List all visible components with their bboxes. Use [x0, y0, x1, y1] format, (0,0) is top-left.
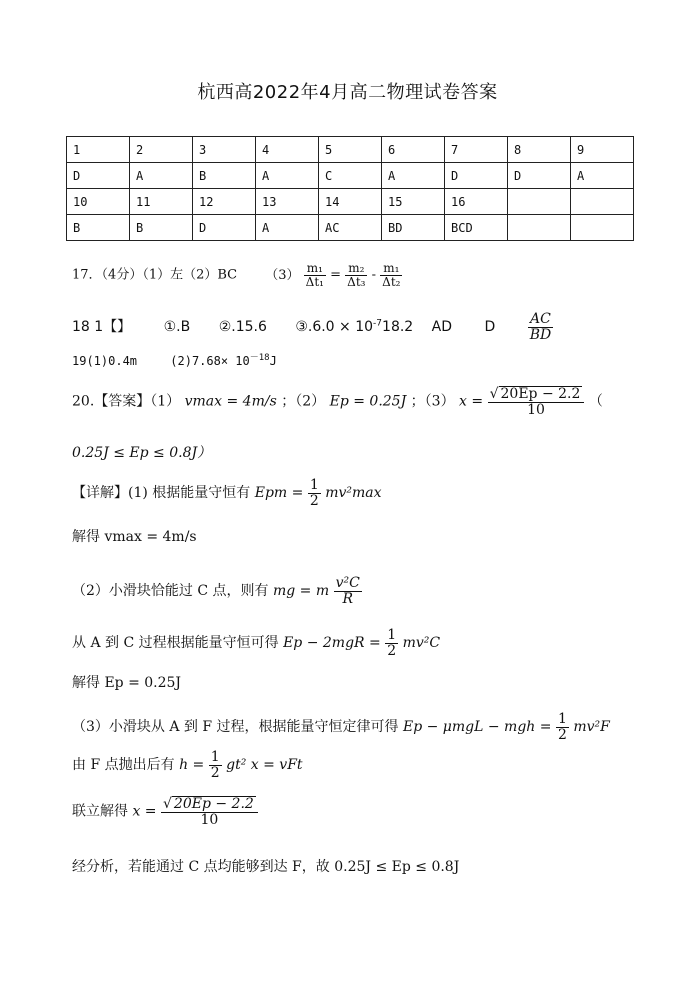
table-cell: 14	[319, 189, 382, 215]
detail-line-3	[72, 576, 362, 606]
q17-minus: -	[371, 267, 377, 283]
q18-answer-3-exp: -7	[373, 318, 383, 329]
table-cell: D	[445, 163, 508, 189]
detail-1-tail: mv²max	[325, 485, 382, 502]
table-cell: 1	[67, 137, 130, 163]
table-cell: 15	[382, 189, 445, 215]
q18-label: 18 1【】	[72, 319, 132, 336]
detail-8-den: 10	[200, 811, 219, 828]
q17-frac-2-num: m₂	[345, 262, 367, 276]
table-cell: 9	[571, 137, 634, 163]
table-cell: 7	[445, 137, 508, 163]
q18-answer-6: D	[484, 319, 496, 336]
q17-frac-3-den: Δt₂	[382, 274, 401, 289]
detail-6-frac	[556, 712, 569, 742]
q18-answer-1: ①.B	[163, 319, 191, 336]
table-cell	[571, 215, 634, 241]
table-cell: A	[571, 163, 634, 189]
q18-answer-2: ②.15.6	[218, 319, 267, 336]
detail-3-frac-num: v²C	[335, 575, 360, 591]
q19-part2: (2)7.68× 10	[170, 354, 250, 368]
q17-frac-2	[345, 262, 367, 288]
detail-8-frac: $\frac{√ 20Ep - 2.2}{10}$	[161, 796, 258, 827]
detail-7-frac-den: 2	[210, 764, 220, 781]
table-cell: A	[130, 163, 193, 189]
q18-fraction-num: AC	[528, 312, 554, 328]
table-cell: 4	[256, 137, 319, 163]
q17-frac-1	[304, 262, 326, 288]
detail-1-eq: Epm =	[254, 485, 304, 502]
table-cell: D	[67, 163, 130, 189]
q19-line	[72, 350, 277, 368]
q18-fraction	[528, 312, 554, 342]
detail-7-frac-num: 1	[210, 749, 220, 765]
detail-7-text: 由 F 点抛出后有	[72, 757, 175, 774]
table-cell: D	[508, 163, 571, 189]
detail-6-frac-num: 1	[557, 711, 567, 727]
q20-paren: （	[588, 393, 603, 410]
detail-line-4	[72, 628, 440, 658]
q17-frac-1-den: Δt₁	[305, 274, 324, 289]
table-cell: B	[130, 215, 193, 241]
detail-6-text: （3）小滑块从 A 到 F 过程，根据能量守恒定律可得	[72, 719, 399, 736]
table-cell	[508, 215, 571, 241]
table-cell: 3	[193, 137, 256, 163]
table-cell: B	[67, 215, 130, 241]
q18-line	[72, 312, 553, 342]
detail-4-frac-den: 2	[387, 642, 397, 659]
detail-4-tail: mv²C	[402, 635, 441, 652]
table-cell: D	[193, 215, 256, 241]
q20-range: 0.25J ≤ Ep ≤ 0.8J）	[72, 445, 212, 461]
table-cell: B	[193, 163, 256, 189]
q19-exp: －18	[249, 353, 270, 363]
table-cell: A	[256, 215, 319, 241]
table-cell: 6	[382, 137, 445, 163]
q17-frac-3-num: m₁	[380, 262, 402, 276]
table-cell: 16	[445, 189, 508, 215]
table-cell: 8	[508, 137, 571, 163]
q18-answer-4: 18.2	[382, 319, 414, 336]
q19-unit: J	[269, 354, 277, 368]
q20-answer-1: vmax = 4m/s	[184, 393, 277, 410]
q17-part3: （3）	[265, 267, 300, 283]
q20-root: 20Ep − 2.2	[500, 386, 581, 402]
detail-4-frac-num: 1	[387, 627, 397, 643]
q17-frac-3	[380, 262, 402, 288]
q20-sep-3: ；（3）	[410, 393, 455, 410]
detail-3-frac-den: R	[342, 590, 353, 607]
detail-1-frac-den: 2	[309, 492, 319, 509]
q17-line: 17．（4分）（1）左（2）BC （3） $\frac{\text{m₁}}{\text{Δt₁}}$ = $\frac{\text{m₂}}{\text{Δt₃}}$ - $\frac{\text{m₁}}{\text{Δt₂}}$	[72, 261, 401, 289]
detail-3-text: （2）小滑块恰能过 C 点，则有	[72, 583, 269, 600]
detail-6-eq: Ep − μmgL − mgh =	[402, 719, 552, 736]
table-cell: 12	[193, 189, 256, 215]
q20-answer-2: Ep = 0.25J	[329, 393, 407, 410]
table-cell: A	[256, 163, 319, 189]
page-title: 杭西高2022年4月高二物理试卷答案	[197, 82, 498, 103]
detail-6-tail: mv²F	[573, 719, 610, 736]
q18-answer-5: AD	[431, 319, 453, 336]
table-cell: 13	[256, 189, 319, 215]
detail-line-9: 经分析，若能通过 C 点均能够到达 F，故 0.25J ≤ Ep ≤ 0.8J	[72, 859, 460, 875]
table-cell: BCD	[445, 215, 508, 241]
detail-7-tail: gt² x = vFt	[226, 757, 303, 774]
detail-1-frac-num: 1	[309, 477, 319, 493]
detail-line-5: 解得 Ep = 0.25J	[72, 675, 182, 691]
q18-answer-3: ③.6.0 × 10	[295, 319, 374, 336]
detail-line-8	[72, 796, 258, 827]
detail-7-eq: h =	[179, 757, 205, 774]
q20-x-eq: x =	[459, 393, 484, 410]
detail-7-frac	[209, 750, 222, 780]
detail-1-frac	[308, 478, 321, 508]
table-cell: C	[319, 163, 382, 189]
q18-fraction-den: BD	[529, 326, 552, 343]
q17-label: 17．（4分）（1）左（2）BC	[72, 267, 238, 283]
table-cell: 11	[130, 189, 193, 215]
detail-line-7	[72, 750, 303, 780]
q20-fraction: $\frac{√ 20Ep - 2.2}{10}$	[488, 386, 585, 417]
table-cell: BD	[382, 215, 445, 241]
detail-8-root: 20Ep − 2.2	[173, 796, 254, 812]
table-cell: A	[382, 163, 445, 189]
detail-4-text: 从 A 到 C 过程根据能量守恒可得	[72, 635, 279, 652]
detail-line-6	[72, 712, 610, 742]
table-cell	[571, 189, 634, 215]
detail-line-2: 解得 vmax = 4m/s	[72, 529, 197, 545]
detail-3-frac	[334, 576, 362, 606]
detail-1-text: 【详解】(1) 根据能量守恒有	[72, 485, 251, 502]
table-cell: AC	[319, 215, 382, 241]
table-cell: 2	[130, 137, 193, 163]
q17-frac-1-num: m₁	[304, 262, 326, 276]
q20-line	[72, 386, 603, 417]
detail-6-frac-den: 2	[557, 726, 567, 743]
q20-sep-2: ；（2）	[281, 393, 326, 410]
table-row	[67, 189, 634, 215]
q17-frac-2-den: Δt₃	[347, 274, 366, 289]
table-cell: 10	[67, 189, 130, 215]
table-row	[67, 215, 634, 241]
q20-den: 10	[527, 401, 545, 418]
q20-label: 20.【答案】（1）	[72, 393, 181, 410]
detail-line-1	[72, 478, 382, 508]
table-cell	[508, 189, 571, 215]
detail-8-text: 联立解得	[72, 803, 128, 820]
detail-4-frac	[385, 628, 398, 658]
table-row	[67, 163, 634, 189]
table-row	[67, 137, 634, 163]
detail-3-eq: mg = m	[272, 583, 330, 600]
answer-table	[66, 136, 634, 241]
detail-8-eq: x =	[132, 803, 157, 820]
q19-label: 19(1)0.4m	[72, 354, 138, 368]
detail-4-eq: Ep − 2mgR =	[283, 635, 381, 652]
table-cell: 5	[319, 137, 382, 163]
